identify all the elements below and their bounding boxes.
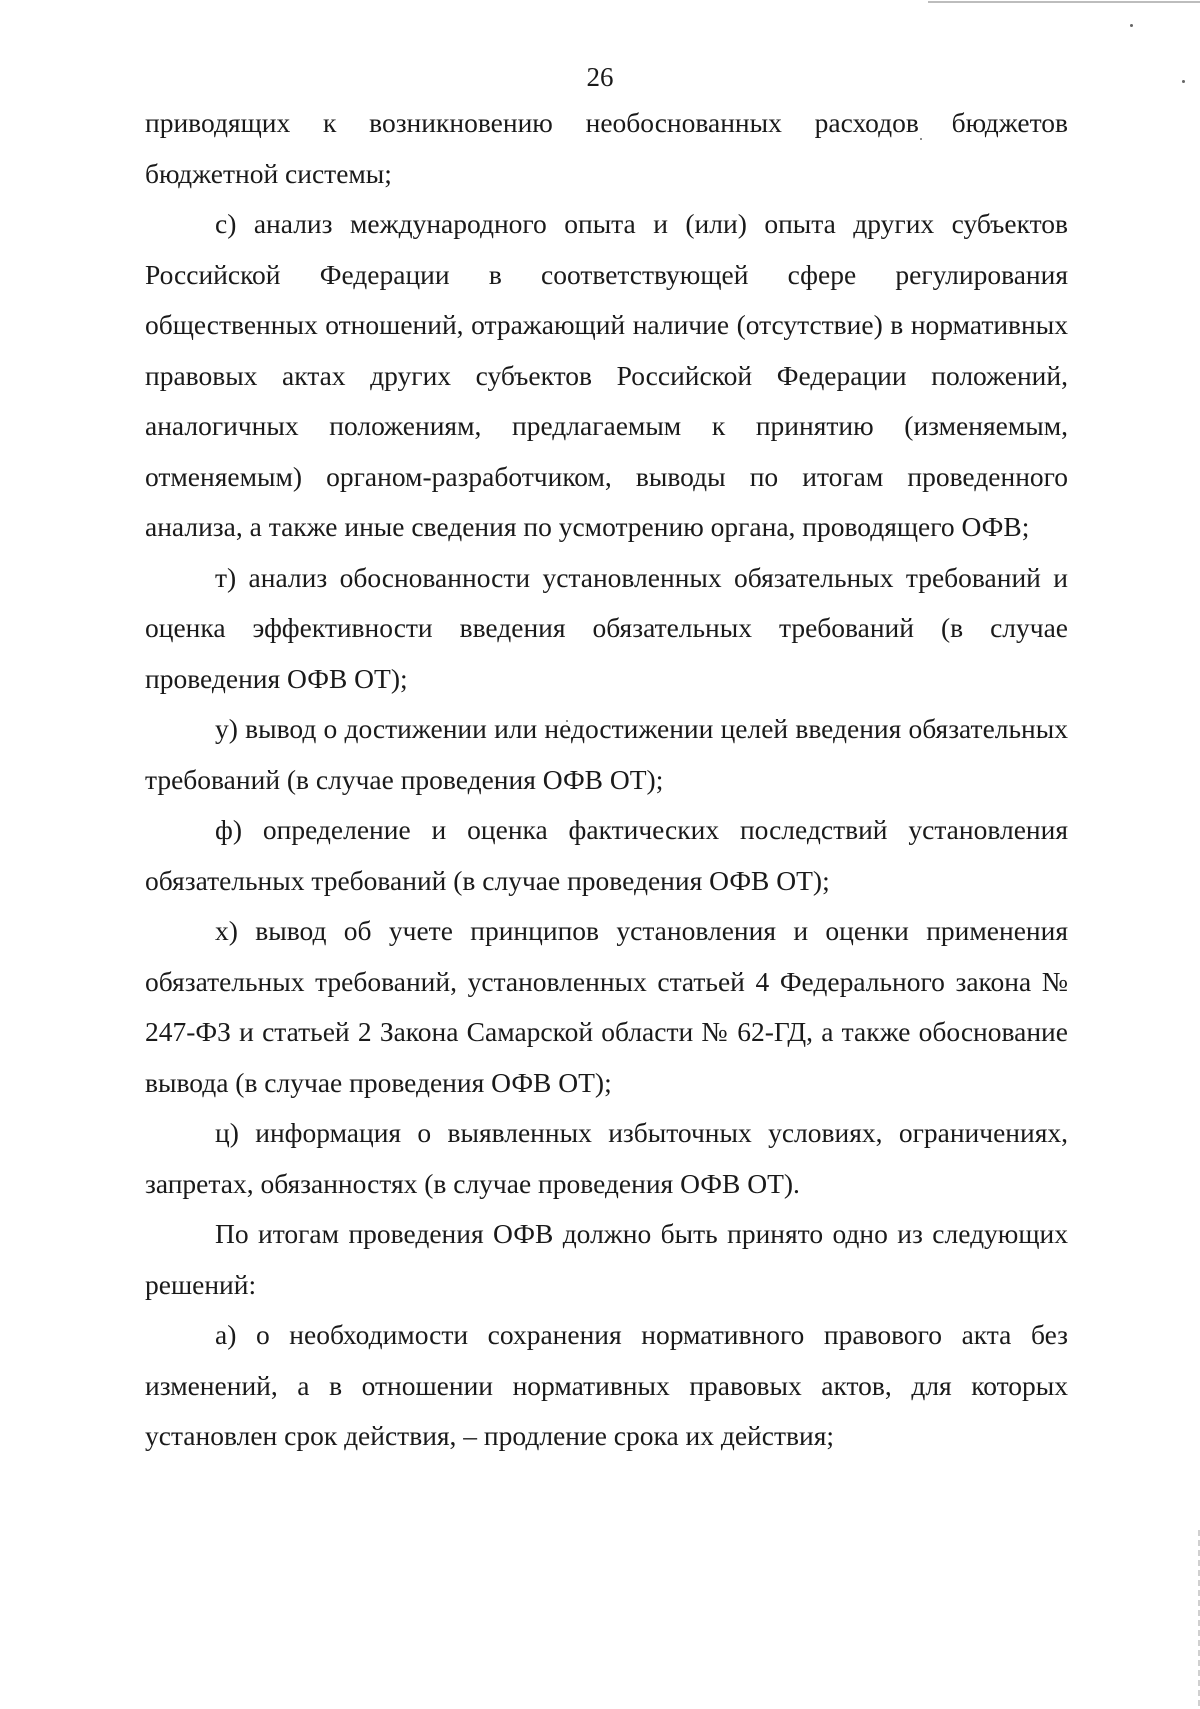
paragraph-item-ts: ц) информация о выявленных избыточных условиях, ограничениях, запретах, обязанностях (в случае проведения ОФВ ОТ). xyxy=(145,1117,1068,1199)
page-number: 26 xyxy=(586,62,614,92)
paragraph-item-u: у) вывод о достижении или недостижении целей введения обязательных требований (в случае проведения ОФВ ОТ); xyxy=(145,713,1068,795)
paragraph-continuation: приводящих к возникновению необоснованных расходов бюджетов бюджетной системы; xyxy=(145,107,1068,189)
paragraph-decision-a: а) о необходимости сохранения нормативного правового акта без изменений, а в отношении нормативных правовых актов, для которых установлен срок действия, – продление срока их действия; xyxy=(145,1319,1068,1451)
document-body xyxy=(145,98,1068,1462)
scan-artifact-top xyxy=(928,1,1200,3)
paragraph-item-s: с) анализ международного опыта и (или) опыта других субъектов Российской Федерации в соответствующей сфере регулирования общественных отношений, отражающий наличие (отсутствие) в нормативных правовых актах других субъектов Российской Федерации положений, аналогичных положениям, предлагаемым к принятию (изменяемым, отменяемым) органом-разработчиком, выводы по итогам проведенного анализа, а также иные сведения по усмотрению органа, проводящего ОФВ; xyxy=(145,208,1068,542)
paragraph-item-t: т) анализ обоснованности установленных обязательных требований и оценка эффективности введения обязательных требований (в случае проведения ОФВ ОТ); xyxy=(145,561,1068,694)
paragraph-item-kh: х) вывод об учете принципов установления и оценки применения обязательных требований, установленных статьей 4 Федерального закона № 247-ФЗ и статьей 2 Закона Самарской области № 62-ГД, а также обоснование вывода (в случае проведения ОФВ ОТ); xyxy=(145,915,1068,1098)
paragraph-item-f: ф) определение и оценка фактических последствий установления обязательных требований (в случае проведения ОФВ ОТ); xyxy=(145,814,1068,896)
scan-speck xyxy=(1130,24,1133,27)
paragraph-decisions-intro: По итогам проведения ОФВ должно быть принято одно из следующих решений: xyxy=(145,1218,1068,1300)
